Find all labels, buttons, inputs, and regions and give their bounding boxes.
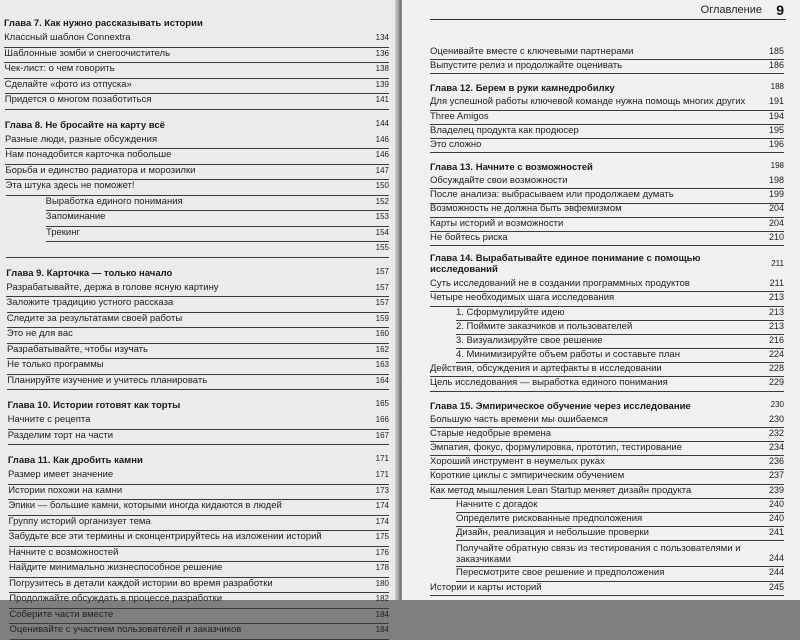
- toc-entry: [9, 531, 389, 547]
- toc-entry: [430, 456, 784, 470]
- entry-title: 3. Визуализируйте свое решение: [456, 334, 603, 346]
- toc-chapter: [8, 453, 389, 469]
- toc-entry: [6, 180, 390, 196]
- entry-title: Выпустите релиз и продолжайте оценивать: [430, 60, 623, 72]
- entry-title: Погрузитесь в детали каждой истории во время разработки: [9, 577, 273, 589]
- page-ref: 236: [768, 456, 784, 467]
- page-ref: 146: [375, 150, 389, 159]
- toc-entry: [4, 63, 389, 79]
- chapter-title: Глава 7. Как нужно рассказывать истории: [4, 18, 203, 29]
- entry-title: Размер имеет значение: [8, 469, 114, 480]
- page-ref: 171: [375, 470, 389, 479]
- page-ref: 204: [768, 217, 784, 228]
- page-ref: 224: [768, 349, 784, 360]
- page-ref: 166: [375, 415, 389, 424]
- page-ref: 157: [375, 266, 389, 276]
- entry-title: Хороший инструмент в неумелых руках: [430, 456, 605, 468]
- toc-entry: [7, 375, 389, 391]
- entry-title: Для успешной работы ключевой команде нужна помощь многих других: [430, 96, 746, 108]
- page-ref: 196: [768, 138, 784, 149]
- page-ref: 173: [375, 485, 389, 495]
- page-ref: 184: [375, 609, 389, 619]
- entry-title: Действия, обсуждения и артефакты в исследовании: [430, 363, 662, 375]
- chapter-title: Глава 11. Как дробить камни: [7, 455, 143, 466]
- entry-title: Следите за результатами своей работы: [6, 312, 183, 324]
- page-ref: 174: [375, 516, 389, 526]
- entry-title: Истории похожи на камни: [8, 484, 123, 496]
- page-ref: 182: [375, 594, 389, 603]
- toc-entry: [456, 567, 784, 581]
- toc-entry: [456, 527, 784, 541]
- entry-title: Заложите традицию устного рассказа: [6, 297, 174, 308]
- entry-title: Оценивайте вместе с ключевыми партнерами: [430, 45, 634, 57]
- toc-entry: [430, 204, 784, 218]
- entry-title: Суть исследований не в создании программных продуктов: [430, 278, 690, 290]
- page-ref: 180: [375, 578, 389, 588]
- page-ref: 136: [375, 48, 389, 58]
- toc-chapter: [430, 81, 784, 96]
- entry-title: Не только программы: [7, 359, 104, 370]
- entry-title: Не бойтесь риска: [430, 231, 508, 243]
- entry-title: Возможность не должна быть эвфемизмом: [430, 203, 622, 215]
- entry-title: Пересмотрите свое решение и предположения: [456, 567, 665, 579]
- entry-title: Большую часть времени мы ошибаемся: [430, 413, 608, 425]
- entry-title: 2. Поймите заказчиков и пользователей: [456, 320, 633, 332]
- page-ref: 146: [375, 134, 389, 144]
- page-ref: 244: [768, 553, 784, 564]
- toc-entry: [456, 541, 784, 567]
- chapter-title: Глава 15. Эмпирическое обучение через исследование: [430, 400, 691, 412]
- toc-entry: [4, 48, 389, 64]
- page-ref: 198: [768, 175, 784, 186]
- toc-chapter: [430, 253, 784, 278]
- toc-entry: [4, 32, 389, 48]
- entry-title: Борьба и единство радиатора и морозилки: [5, 164, 196, 176]
- toc-entry: [8, 485, 389, 501]
- toc-entry: [456, 349, 784, 363]
- page-ref: 147: [375, 165, 389, 175]
- toc-entry: [9, 516, 390, 532]
- toc-entry: [430, 278, 784, 292]
- entry-title: Разные люди, разные обсуждения: [5, 133, 158, 145]
- entry-title: Короткие циклы с эмпирическим обучением: [430, 470, 625, 482]
- entry-title: Определите рискованные предположения: [456, 512, 643, 524]
- toc-entry: [10, 624, 389, 640]
- entry-title: Карты историй и возможности: [430, 217, 564, 229]
- toc-entry: [9, 593, 389, 609]
- toc-entry: [430, 46, 784, 60]
- toc-entry: [456, 335, 784, 349]
- entry-title: Сделайте «фото из отпуска»: [4, 78, 132, 90]
- chapter-title: Глава 9. Карточка — только начало: [6, 267, 173, 279]
- page-ref: 160: [375, 329, 389, 338]
- running-header-title: Оглавление: [700, 4, 762, 16]
- toc-chapter: [5, 118, 389, 134]
- entry-title: Как метод мышления Lean Startup меняет дизайн продукта: [430, 484, 692, 496]
- page-ref: 211: [771, 259, 784, 269]
- toc-entry: [6, 242, 389, 258]
- entry-title: Истории и карты историй: [430, 581, 542, 593]
- chapter-title: Глава 12. Берем в руки камнедробилку: [430, 83, 615, 95]
- entry-title: Начните с рецепта: [7, 414, 91, 425]
- page-ref: 174: [375, 501, 389, 510]
- page-ref: 175: [375, 532, 389, 541]
- page-ref: 237: [768, 470, 784, 481]
- toc-entry: [430, 470, 784, 484]
- toc-entry: [7, 313, 389, 329]
- page-ref: 232: [768, 427, 784, 438]
- page-ref: 234: [768, 442, 784, 452]
- entry-title: Придется о многом позаботиться: [4, 94, 152, 105]
- entry-title: Шаблонные зомби и снегоочиститель: [4, 47, 171, 59]
- toc-entry: [430, 414, 784, 428]
- toc-entry: [9, 547, 389, 563]
- right-toc-list: [402, 46, 800, 596]
- entry-title: Группу историй организует тема: [8, 515, 151, 527]
- entry-title: 1. Сформулируйте идею: [456, 306, 565, 318]
- entry-title: Разделим торт на части: [7, 429, 114, 441]
- entry-title: Оценивайте с участием пользователей и заказчиков: [9, 624, 242, 635]
- entry-title: Найдите минимально жизнеспособное решение: [8, 562, 223, 573]
- toc-entry: [5, 165, 389, 181]
- page-ref: 199: [768, 189, 784, 200]
- page-ref: 186: [768, 60, 784, 71]
- page-ref: 244: [768, 567, 784, 578]
- toc-entry: [7, 328, 389, 344]
- entry-title: Разрабатывайте, держа в голове ясную картину: [6, 281, 219, 293]
- toc-entry: [9, 609, 389, 625]
- page-ref: 210: [768, 231, 784, 242]
- entry-title: Это сложно: [430, 138, 482, 150]
- toc-entry: [9, 562, 389, 578]
- page-ref: 171: [375, 454, 389, 463]
- toc-entry: [7, 344, 389, 360]
- page-ref: 155: [375, 243, 389, 252]
- chapter-title: Глава 14. Вырабатывайте единое понимание с помощью исследований: [430, 253, 701, 276]
- entry-title: Эмпатия, фокус, формулировка, прототип, тестирование: [430, 442, 683, 453]
- entry-title: Трекинг: [45, 226, 80, 238]
- page-ref: 165: [375, 399, 389, 408]
- toc-entry: [7, 359, 389, 375]
- toc-entry: [430, 292, 784, 306]
- page-ref: 134: [375, 33, 389, 42]
- entry-title: Нам понадобится карточка побольше: [5, 149, 172, 160]
- toc-entry: [430, 582, 784, 596]
- entry-title: Выработка единого понимания: [45, 195, 183, 207]
- chapter-title: Глава 10. Истории готовят как торты: [7, 400, 181, 411]
- toc-entry: [5, 134, 389, 150]
- page-ref: 162: [375, 344, 389, 354]
- entry-title: Обсуждайте свои возможности: [430, 175, 568, 187]
- toc-entry: [456, 499, 784, 513]
- toc-entry: [8, 414, 389, 430]
- page-ref: 194: [768, 110, 784, 121]
- page-ref: 188: [770, 82, 784, 92]
- page-ref: 213: [768, 320, 784, 331]
- entry-title: Чек-лист: о чем говорить: [4, 63, 115, 74]
- entry-title: Эпики — большие камни, которыми иногда кидаются в людей: [8, 500, 282, 511]
- entry-title: Эта штука здесь не поможет!: [5, 180, 135, 191]
- toc-chapter: [430, 160, 784, 175]
- toc-entry: [456, 321, 784, 335]
- toc-entry: [430, 363, 784, 377]
- left-page: [0, 0, 397, 635]
- page-ref: 191: [768, 96, 784, 107]
- page-ref: 216: [768, 334, 784, 345]
- toc-entry: [46, 211, 389, 227]
- page-ref: 154: [375, 227, 389, 237]
- toc-entry: [430, 139, 784, 153]
- entry-title: Соберите части вместе: [9, 608, 114, 620]
- page-ref: 159: [375, 313, 389, 323]
- page-number: 9: [776, 2, 784, 18]
- entry-title: Планируйте изучение и учитесь планировать: [7, 374, 208, 386]
- page-ref: 152: [375, 196, 389, 206]
- toc-entry: [8, 430, 389, 446]
- page-ref: 167: [375, 430, 389, 440]
- page-ref: 141: [375, 95, 389, 104]
- toc-entry: [430, 175, 784, 189]
- toc-entry: [430, 232, 784, 246]
- page-ref: 239: [768, 484, 784, 495]
- page-ref: 185: [768, 45, 784, 56]
- toc-entry: [430, 111, 784, 125]
- toc-entry: [9, 578, 389, 594]
- page-ref: 230: [768, 413, 784, 424]
- page-ref: 241: [768, 527, 784, 538]
- toc-chapter: [6, 266, 389, 282]
- page-ref: 230: [770, 399, 784, 409]
- toc-entry: [430, 377, 784, 391]
- entry-title: Начните с догадок: [456, 498, 538, 510]
- entry-title: Это не для вас: [6, 328, 73, 339]
- page-ref: 228: [768, 363, 784, 374]
- entry-title: Дизайн, реализация и небольшие проверки: [456, 527, 649, 539]
- toc-entry: [430, 189, 784, 203]
- entry-title: Старые недобрые времена: [430, 427, 552, 439]
- page-ref: 198: [770, 161, 784, 171]
- toc-entry: [430, 442, 784, 456]
- toc-entry: [6, 282, 389, 298]
- toc-chapter: [430, 399, 784, 414]
- entry-title: После анализа: выбрасываем или продолжаем думать: [430, 189, 674, 201]
- toc-entry: [5, 149, 389, 165]
- toc-entry: [430, 96, 784, 110]
- toc-entry: [430, 218, 784, 232]
- toc-entry: [456, 513, 784, 527]
- page-ref: 153: [375, 212, 389, 221]
- entry-title: Четыре необходимых шага исследования: [430, 292, 615, 304]
- toc-entry: [46, 227, 389, 243]
- page-ref: 240: [768, 498, 784, 509]
- page-ref: 138: [375, 64, 389, 73]
- page-ref: 176: [375, 547, 389, 557]
- page-ref: 144: [375, 118, 389, 128]
- toc-entry: [5, 79, 389, 95]
- toc-chapter: [7, 398, 389, 414]
- chapter-title: Глава 13. Начните с возможностей: [430, 162, 593, 174]
- left-toc-list: [0, 8, 397, 640]
- entry-title: Продолжайте обсуждать в процессе разработки: [9, 593, 222, 604]
- entry-title: Цель исследования — выработка единого понимания: [430, 377, 668, 389]
- page-ref: 164: [375, 375, 389, 385]
- toc-entry: [430, 485, 784, 499]
- page-ref: 163: [375, 360, 389, 369]
- toc-entry: [8, 500, 389, 516]
- toc-entry: [430, 60, 784, 74]
- page-ref: 157: [375, 298, 389, 307]
- chapter-title: Глава 8. Не бросайте на карту всё: [4, 119, 165, 131]
- page-ref: 157: [375, 282, 389, 292]
- toc-entry: [46, 196, 389, 212]
- toc-entry: [8, 469, 389, 485]
- entry-title: 4. Минимизируйте объем работы и составьте план: [456, 349, 680, 361]
- entry-title: Владелец продукта как продюсер: [430, 124, 579, 136]
- page-ref: 139: [375, 79, 389, 89]
- page-ref: 204: [768, 203, 784, 214]
- toc-entry: [5, 94, 389, 110]
- toc-entry: [7, 297, 389, 313]
- toc-chapter: [4, 16, 389, 32]
- entry-title: Three Amigos: [430, 110, 489, 122]
- toc-entry: [430, 125, 784, 139]
- page-ref: 240: [768, 512, 784, 523]
- page-ref: 245: [768, 581, 784, 592]
- page-ref: 184: [375, 625, 389, 634]
- page-ref: 178: [375, 563, 389, 572]
- toc-entry: [430, 428, 784, 442]
- toc-entry: [456, 307, 784, 321]
- entry-title: Запоминание: [45, 211, 106, 222]
- page-ref: 195: [768, 124, 784, 135]
- entry-title: Забудьте все эти термины и сконцентрируйтесь на изложении историй: [8, 531, 322, 542]
- entry-title: Начните с возможностей: [8, 546, 119, 558]
- page-ref: 229: [768, 377, 784, 388]
- entry-title: Классный шаблон Connextra: [4, 32, 131, 43]
- page-ref: 150: [375, 181, 389, 190]
- page-ref: 211: [769, 278, 784, 289]
- right-page: [402, 0, 800, 600]
- entry-title: Разрабатывайте, чтобы изучать: [7, 343, 148, 355]
- page-ref: 213: [768, 306, 784, 317]
- page-ref: 213: [768, 292, 784, 303]
- entry-title: Получайте обратную связь из тестирования с пользователями и заказчиками: [456, 543, 741, 566]
- running-header: [430, 3, 786, 20]
